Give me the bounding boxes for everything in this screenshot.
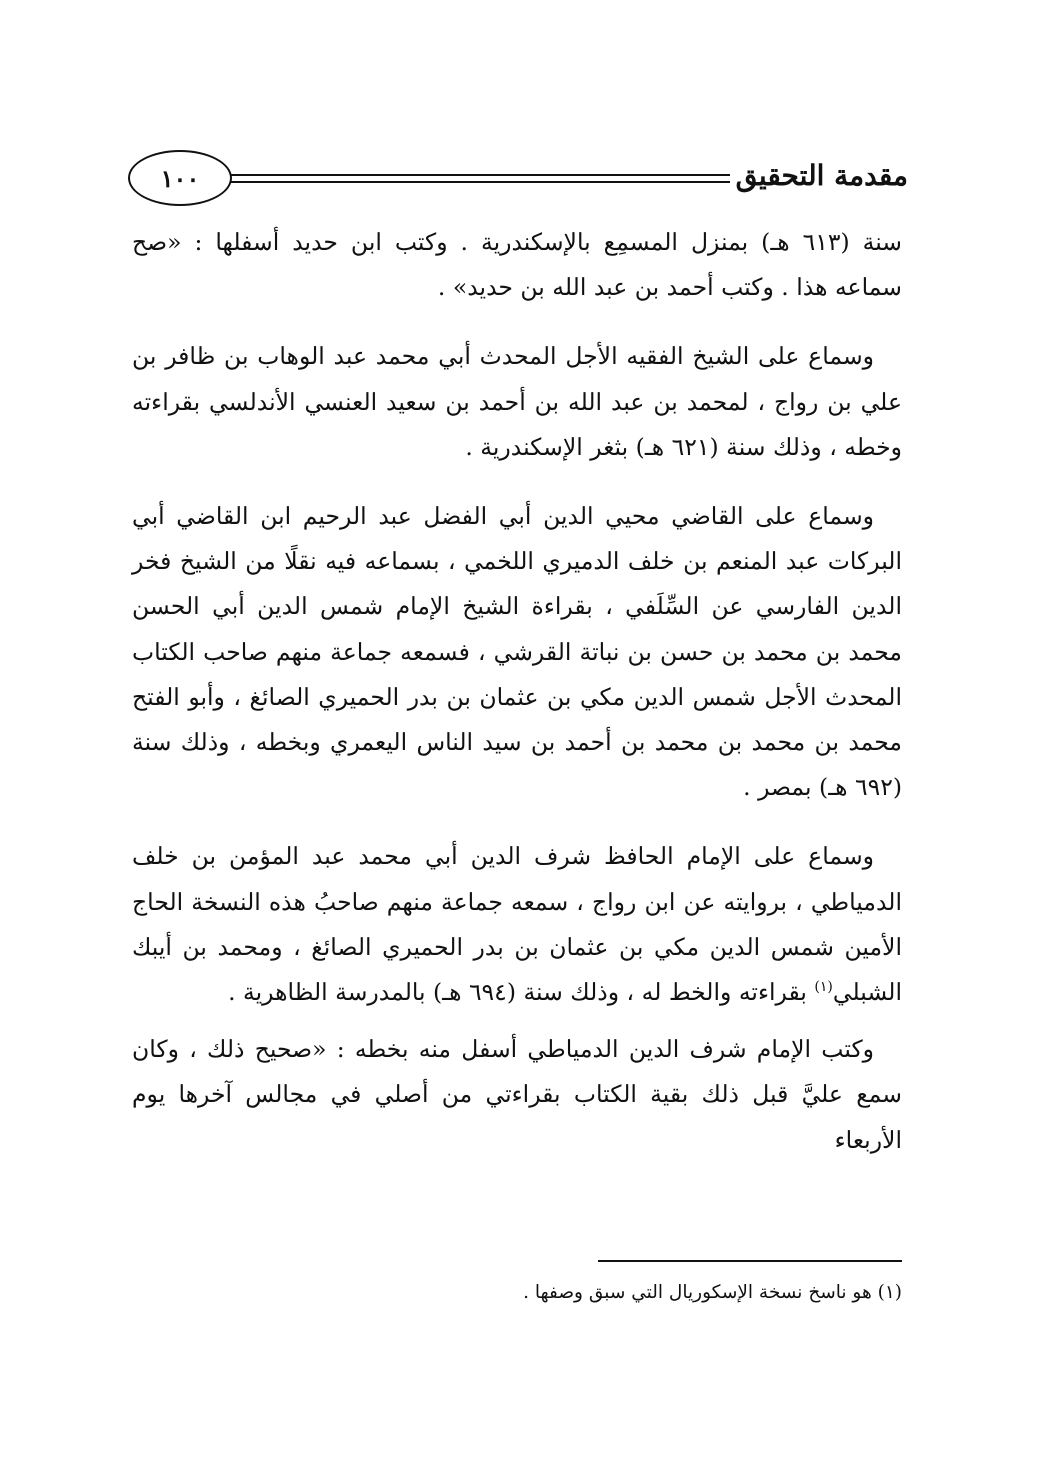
paragraph-1: سنة (٦١٣ هـ) بمنزل المسمِع بالإسكندرية . وكتب ابن حديد أسفلها : «صح سماعه هذا . وكتب أحمد بن عبد الله بن حديد» .	[132, 228, 902, 302]
footnote-reference[interactable]: (١)	[814, 979, 833, 996]
body-text	[132, 220, 902, 1163]
paragraph-4	[132, 834, 902, 1015]
paragraph-2: وسماع على الشيخ الفقيه الأجل المحدث أبي محمد عبد الوهاب بن ظافر بن علي بن رواج ، لمحمد بن عبد الله بن أحمد بن سعيد العنسي الأندلسي بقراءته وخطه ، وذلك سنة (٦٢١ هـ) بثغر الإسكندرية .	[132, 342, 902, 461]
page-number: ١٠٠	[128, 150, 232, 206]
paragraph-3: وسماع على القاضي محيي الدين أبي الفضل عبد الرحيم ابن القاضي أبي البركات عبد المنعم بن خلف الدميري اللخمي ، بسماعه فيه نقلًا من الشيخ فخر الدين الفارسي عن السِّلَفي ، بقراءة الشيخ الإمام شمس الدين أبي الحسن محمد بن محمد بن حسن بن نباتة القرشي ، فسمعه جماعة منهم صاحب الكتاب المحدث الأجل شمس الدين مكي بن عثمان بن بدر الحميري الصائغ ، وأبو الفتح محمد بن محمد بن محمد بن أحمد بن سيد الناس اليعمري وبخطه ، وذلك سنة (٦٩٢ هـ) بمصر .	[132, 502, 902, 802]
footnote: (١) هو ناسخ نسخة الإسكوريال التي سبق وصفها .	[523, 1282, 902, 1303]
running-title: مقدمة التحقيق	[735, 159, 908, 192]
footnote-separator	[598, 1260, 902, 1262]
page-header	[128, 150, 908, 210]
paragraph-4-text-after-ref: بقراءته والخط له ، وذلك سنة (٦٩٤ هـ) بالمدرسة الظاهرية .	[228, 978, 815, 1007]
paragraph-4-text-before-ref: وسماع على الإمام الحافظ شرف الدين أبي محمد عبد المؤمن بن خلف الدمياطي ، بروايته عن ابن رواج ، سمعه جماعة منهم صاحبُ هذه النسخة الحاج الأمين شمس الدين مكي بن عثمان بن بدر الحميري الصائغ ، ومحمد بن أيبك الشبلي	[132, 842, 902, 1007]
paragraph-5: وكتب الإمام شرف الدين الدمياطي أسفل منه بخطه : «صحيح ذلك ، وكان سمع عليَّ قبل ذلك بقية الكتاب بقراءتي من أصلي في مجالس آخرها يوم الأربعاء	[132, 1035, 902, 1154]
header-double-rule	[228, 174, 730, 183]
